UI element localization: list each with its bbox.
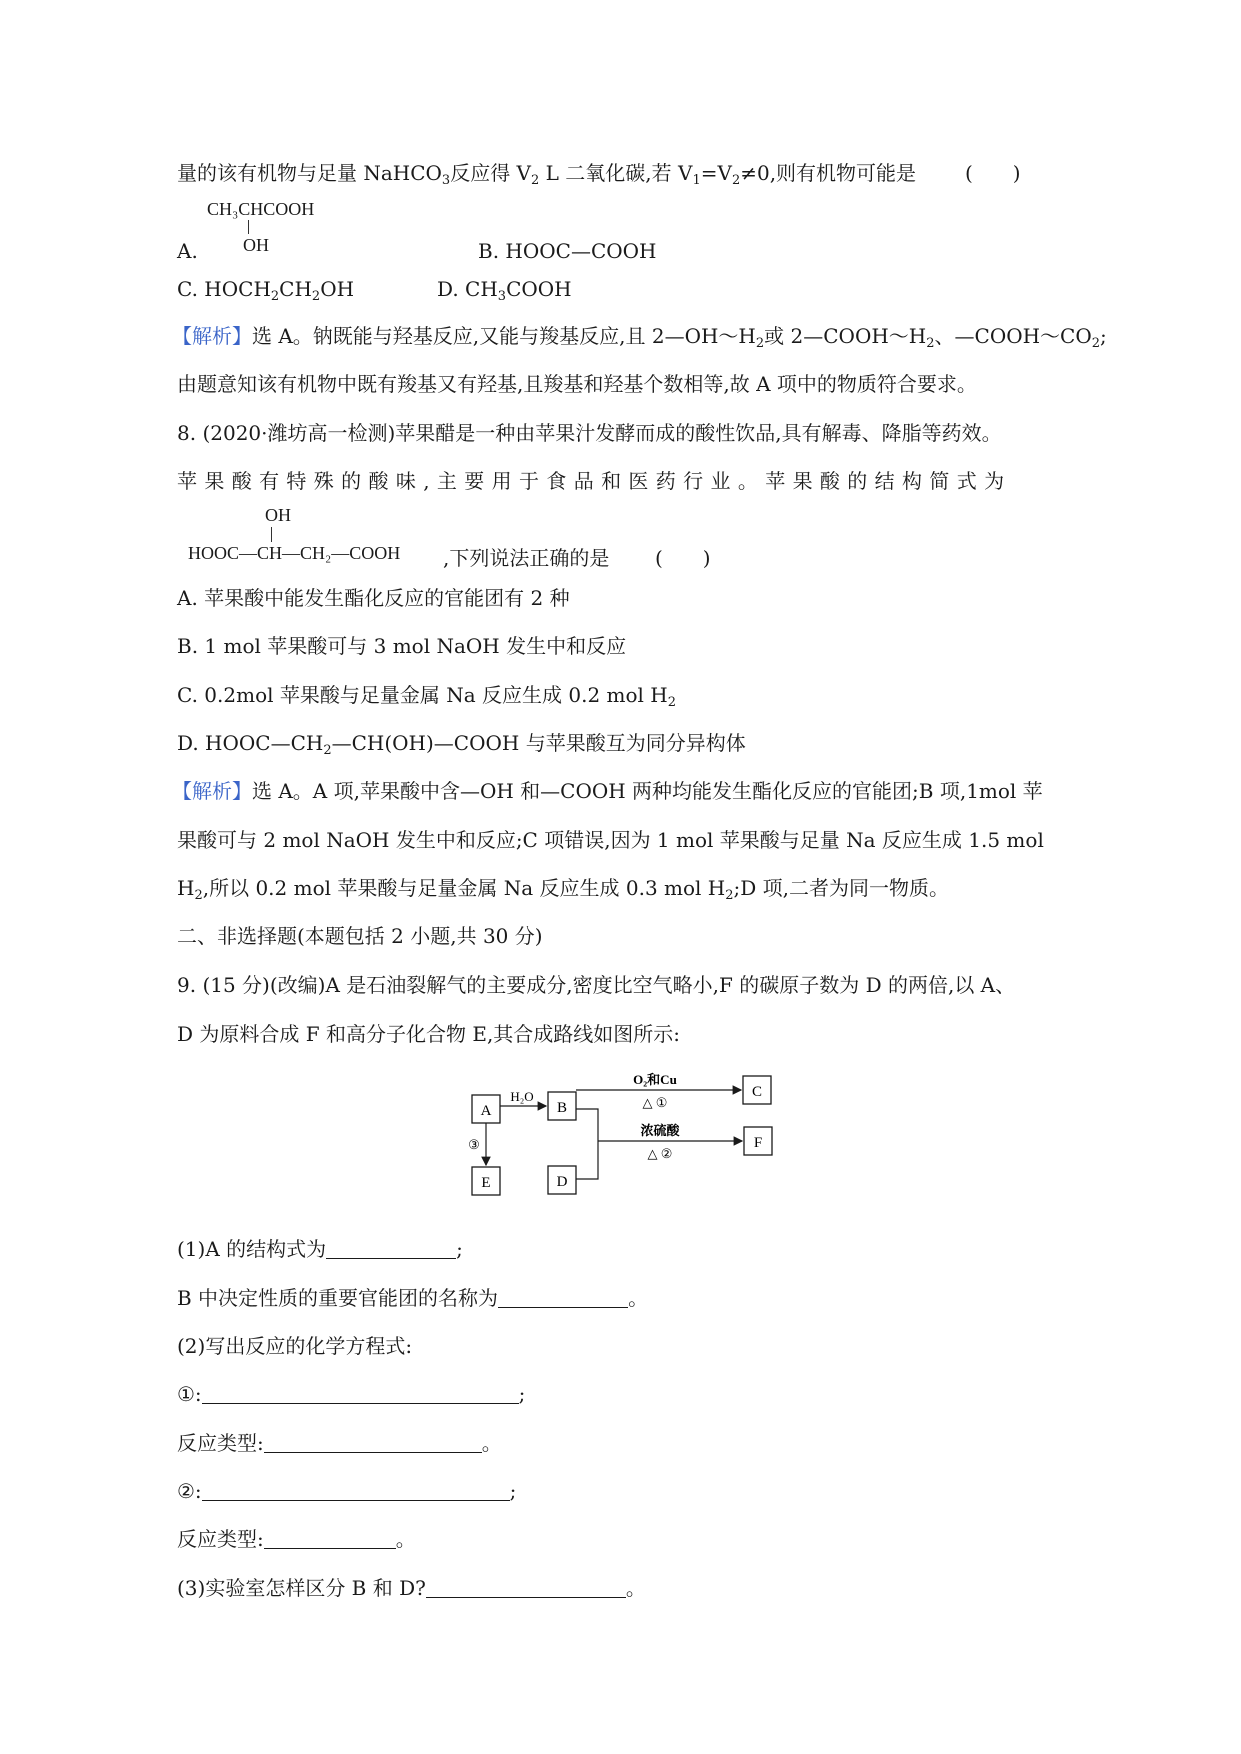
answer-blank-equation-1[interactable] — [202, 1383, 519, 1404]
q8-optA: A. 苹果酸中能发生酯化反应的官能团有 2 种 — [177, 586, 570, 610]
q7-optB: B. HOOC—COOH — [478, 239, 657, 263]
answer-blank-equation-2[interactable] — [202, 1480, 510, 1501]
answer-blank-functional-group[interactable] — [498, 1287, 628, 1308]
q8-analysis-line1: 【解析】选 A。A 项,苹果酸中含—OH 和—COOH 两种均能发生酯化反应的官能团;B 项,1mol 苹 — [172, 779, 1043, 803]
q9-type1: 反应类型: 。 — [177, 1431, 502, 1455]
q8-formula-oh: OH — [265, 505, 291, 525]
condition-2: △ ② — [647, 1146, 673, 1161]
label-b: B — [556, 1100, 568, 1116]
q8-optB: B. 1 mol 苹果酸可与 3 mol NaOH 发生中和反应 — [177, 634, 627, 658]
answer-blank-type-2[interactable] — [264, 1528, 396, 1549]
q7-optC: C. $HOCH_2CH_2OH$ — [177, 277, 355, 304]
reagent-h2o: H₂O — [510, 1089, 534, 1104]
answer-blank-type-1[interactable] — [264, 1432, 482, 1453]
q8-optC: C. 0.2mol 苹果酸与足量金属 Na 反应生成 0.2 mol $H_2$ — [177, 683, 677, 710]
q7-optA-label: A. — [177, 239, 198, 263]
q9-type2: 反应类型: 。 — [177, 1527, 416, 1551]
q7-answer-paren: ( ) — [965, 161, 1021, 185]
q9-part1a: (1)A 的结构式为 ; — [177, 1237, 463, 1261]
q8-formula-main: HOOC—CH—CH₂—COOH — [188, 543, 401, 563]
q8-analysis-line2: 果酸可与 2 mol NaOH 发生中和反应;C 项错误,因为 1 mol 苹果酸与足量 Na 反应生成 1.5 mol — [177, 828, 1044, 852]
q8-analysis-line3: $H_2$,所以 0.2 mol 苹果酸与足量金属 Na 反应生成 0.3 mol $H_2;D$ 项,二者为同一物质。 — [177, 876, 950, 903]
q9-part1b: B 中决定性质的重要官能团的名称为 。 — [177, 1286, 649, 1310]
answer-blank-distinguish[interactable] — [426, 1577, 626, 1598]
q7-optA-oh: OH — [243, 235, 269, 255]
q7-optD: D. $CH_3COOH$ — [437, 277, 572, 304]
label-a: A — [480, 1103, 492, 1119]
synthesis-route-diagram — [460, 1065, 790, 1205]
label-e: E — [481, 1175, 491, 1191]
q8-stem-line2: 苹 果 酸 有 特 殊 的 酸 味 , 主 要 用 于 食 品 和 医 药 行 业 。 苹 果 酸 的 结 构 简 式 为 — [177, 469, 1005, 493]
q9-part2: (2)写出反应的化学方程式: — [177, 1334, 413, 1358]
q7-stem: 量的该有机物与足量 NaHCO$_3$反应得 $V_2$ L 二氧化碳,若 $V_1=V_2\ne 0$,则有机物可能是 — [177, 161, 917, 188]
q9-stem-line1: 9. (15 分)(改编)A 是石油裂解气的主要成分,密度比空气略小,F 的碳原子数为 D 的两倍,以 A、 — [177, 973, 1016, 997]
q8-stem-tail: ,下列说法正确的是 — [443, 546, 610, 570]
q8-formula-bond — [271, 527, 272, 542]
q8-stem-line1: 8. (2020·潍坊高一检测)苹果醋是一种由苹果汁发酵而成的酸性饮品,具有解毒、降脂等药效。 — [177, 421, 1002, 445]
analysis-tag: 【解析】 — [172, 324, 252, 348]
q7-optA-formula-top: CH₃CHCOOH — [207, 199, 315, 219]
answer-blank-structure[interactable] — [326, 1238, 456, 1259]
q8-optD: D. $HOOC—CH_2—CH(OH)—COOH$ 与苹果酸互为同分异构体 — [177, 731, 746, 758]
q8-answer-paren: ( ) — [655, 546, 711, 570]
reagent-o2-cu: O₂和Cu — [633, 1072, 677, 1087]
analysis-tag: 【解析】 — [172, 779, 252, 803]
q7-analysis-line1: 【解析】选 A。钠既能与羟基反应,又能与羧基反应,且 $2—OH\sim H_2$或 $2—COOH\sim H_2$、$—COOH\sim CO_2$; — [172, 324, 1107, 351]
q7-analysis-line2: 由题意知该有机物中既有羧基又有羟基,且羧基和羟基个数相等,故 A 项中的物质符合要求。 — [177, 372, 977, 396]
q9-part3: (3)实验室怎样区分 B 和 D? 。 — [177, 1576, 646, 1600]
section-heading: 二、非选择题(本题包括 2 小题,共 30 分) — [177, 924, 543, 948]
label-c: C — [751, 1084, 763, 1100]
q9-reaction2: ②: ; — [177, 1479, 517, 1503]
condition-3: ③ — [468, 1137, 480, 1152]
label-f: F — [753, 1135, 763, 1151]
q9-reaction1: ①: ; — [177, 1382, 526, 1406]
q7-optA-bond — [248, 220, 249, 234]
condition-1: △ ① — [642, 1095, 668, 1110]
merge-bracket — [576, 1109, 598, 1179]
q9-stem-line2: D 为原料合成 F 和高分子化合物 E,其合成路线如图所示: — [177, 1022, 681, 1046]
reagent-conc-acid: 浓硫酸 — [640, 1123, 680, 1138]
label-d: D — [556, 1174, 568, 1190]
